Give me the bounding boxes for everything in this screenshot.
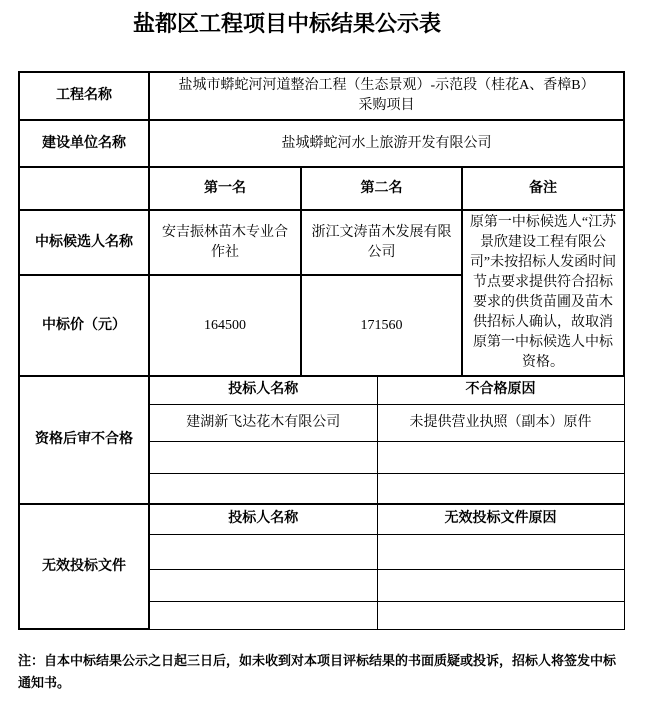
disqualified-reason-cell [377,473,624,504]
owner-value: 盐城蟒蛇河水上旅游开发有限公司 [149,120,624,167]
candidate-name-label: 中标候选人名称 [19,210,149,275]
project-name-value: 盐城市蟒蛇河河道整治工程（生态景观）-示范段（桂花A、香樟B）采购项目 [149,72,624,120]
table-row [19,210,624,275]
disqualified-bidder-header: 投标人名称 [149,376,377,404]
disqualified-section-label: 资格后审不合格 [19,376,149,504]
invalid-reason-cell [377,601,624,629]
project-name-label: 工程名称 [19,72,149,120]
table-row [19,120,624,167]
invalid-reason-cell [377,534,624,569]
invalid-section-label: 无效投标文件 [19,504,149,629]
candidate-rank2-name: 浙江文涛苗木发展有限公司 [301,210,462,275]
disqualified-reason-cell: 未提供营业执照（副本）原件 [377,404,624,441]
bid-price-label: 中标价（元） [19,275,149,376]
invalid-bidder-cell [149,569,377,601]
disqualified-reason-cell [377,441,624,473]
rank2-price: 171560 [301,275,462,376]
invalid-reason-cell [377,569,624,601]
disqualified-reason-header: 不合格原因 [377,376,624,404]
owner-label: 建设单位名称 [19,120,149,167]
invalid-bidder-cell [149,534,377,569]
invalid-bidder-header: 投标人名称 [149,504,377,534]
page-title: 盐都区工程项目中标结果公示表 [133,11,442,36]
rank1-price: 164500 [149,275,301,376]
invalid-bidder-cell [149,601,377,629]
disqualified-bidder-cell [149,473,377,504]
candidates-corner-cell [19,167,149,210]
disqualified-bidder-cell [149,441,377,473]
rank2-header: 第二名 [301,167,462,210]
footer-note: 注：自本中标结果公示之日起三日后，如未收到对本项目评标结果的书面质疑或投诉，招标人将签发中标通知书。 [18,653,617,690]
table-row [19,167,624,210]
invalid-reason-header: 无效投标文件原因 [377,504,624,534]
table-row [19,504,624,534]
table-row [19,72,624,120]
bid-result-table [18,71,625,630]
remark-header: 备注 [462,167,624,210]
candidate-rank1-name: 安吉振林苗木专业合作社 [149,210,301,275]
disqualified-bidder-cell: 建湖新飞达花木有限公司 [149,404,377,441]
rank1-header: 第一名 [149,167,301,210]
remark-cell: 原第一中标候选人“江苏景欣建设工程有限公司”未按招标人发函时间节点要求提供符合招标要求的供货苗圃及苗木供招标人确认，故取消原第一中标候选人中标资格。 [462,210,624,376]
table-row [19,376,624,404]
